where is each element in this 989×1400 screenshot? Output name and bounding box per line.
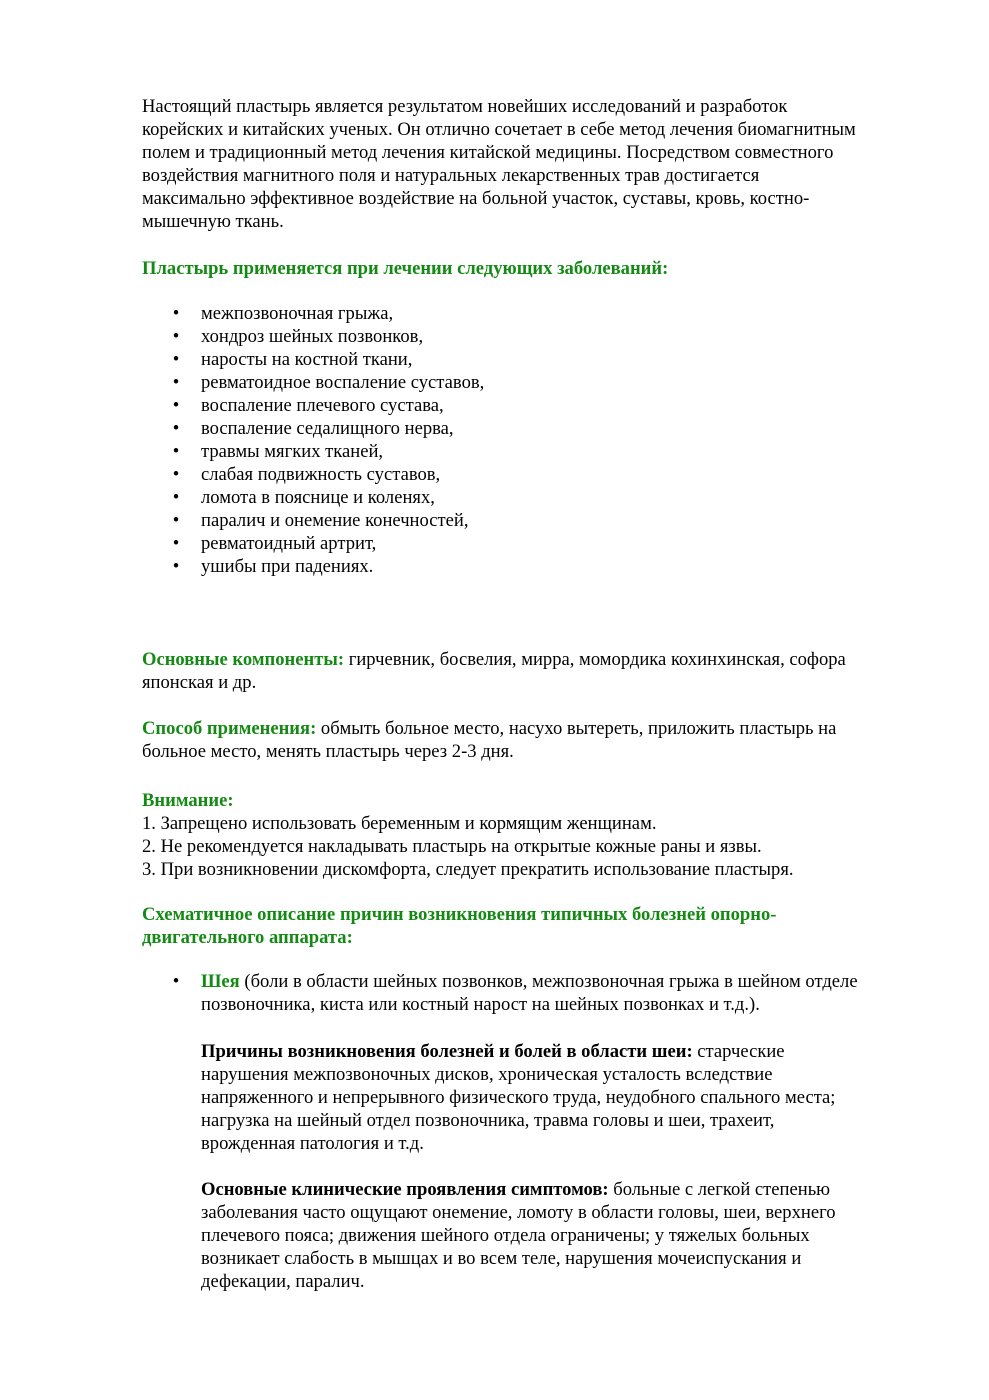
causes-line: напряженного и непрерывного физического труда, неудобного спального места; xyxy=(201,1087,836,1108)
warning-item: 2. Не рекомендуется накладывать пластырь на открытые кожные раны и язвы. xyxy=(142,836,762,857)
list-item xyxy=(142,325,902,348)
indications-list xyxy=(142,302,902,578)
bullet-icon: • xyxy=(172,464,180,485)
schema-heading-line: Схематичное описание причин возникновения типичных болезней опорно- xyxy=(142,904,777,925)
symptoms-line: дефекации, паралич. xyxy=(201,1271,365,1292)
list-item-text: воспаление седалищного нерва, xyxy=(201,418,454,439)
list-item-text: паралич и онемение конечностей, xyxy=(201,510,469,531)
schema-heading-line: двигательного аппарата: xyxy=(142,927,353,948)
bullet-icon: • xyxy=(172,349,180,370)
intro-paragraph xyxy=(142,95,932,233)
causes-line xyxy=(201,1040,901,1063)
list-item-text: ревматоидный артрит, xyxy=(201,533,377,554)
warning-heading: Внимание: xyxy=(142,790,234,811)
list-item xyxy=(142,440,902,463)
bullet-icon: • xyxy=(172,441,180,462)
components-text: гирчевник, босвелия, мирра, момордика кохинхинская, софора xyxy=(344,649,846,670)
causes-label: Причины возникновения болезней и болей в области шеи: xyxy=(201,1041,693,1062)
list-item-text: хондроз шейных позвонков, xyxy=(201,326,424,347)
list-item xyxy=(142,371,902,394)
indications-heading: Пластырь применяется при лечении следующих заболеваний: xyxy=(142,258,669,279)
bullet-icon: • xyxy=(172,326,180,347)
list-item-text: межпозвоночная грыжа, xyxy=(201,303,394,324)
intro-line: Настоящий пластырь является результатом новейших исследований и разработок xyxy=(142,96,788,117)
list-item xyxy=(142,486,902,509)
warning-list xyxy=(142,812,794,881)
list-item xyxy=(142,417,902,440)
bullet-icon: • xyxy=(172,303,180,324)
bullet-icon: • xyxy=(172,395,180,416)
symptoms-label: Основные клинические проявления симптомов: xyxy=(201,1179,609,1200)
list-item xyxy=(142,532,902,555)
bullet-icon: • xyxy=(172,510,180,531)
neck-section xyxy=(142,970,932,1016)
schema-heading xyxy=(142,903,932,949)
symptoms-text: больные с легкой степенью xyxy=(608,1179,831,1200)
list-item-text: ревматоидное воспаление суставов, xyxy=(201,372,485,393)
causes-text: старческие xyxy=(692,1041,785,1062)
list-item-text: воспаление плечевого сустава, xyxy=(201,395,444,416)
list-item-text: ломота в пояснице и коленях, xyxy=(201,487,435,508)
list-item xyxy=(142,302,902,325)
neck-title: Шея xyxy=(201,971,240,992)
usage-text: обмыть больное место, насухо вытереть, приложить пластырь на xyxy=(316,718,837,739)
list-item xyxy=(142,463,902,486)
intro-line: воздействия магнитного поля и натуральных лекарственных трав достигается xyxy=(142,165,760,186)
causes-line: врожденная патология и т.д. xyxy=(201,1133,424,1154)
bullet-icon: • xyxy=(172,418,180,439)
usage-line: больное место, менять пластырь через 2-3 дня. xyxy=(142,741,514,762)
bullet-icon: • xyxy=(172,556,180,577)
usage-label: Способ применения: xyxy=(142,718,317,739)
list-item-text: ушибы при падениях. xyxy=(201,556,374,577)
neck-symptoms xyxy=(201,1178,901,1293)
causes-line: нарушения межпозвоночных дисков, хроническая усталость вследствие xyxy=(201,1064,773,1085)
intro-line: корейских и китайских ученых. Он отлично сочетает в себе метод лечения биомагнитным xyxy=(142,119,856,140)
neck-desc: (боли в области шейных позвонков, межпозвоночная грыжа в шейном отделе xyxy=(239,971,858,992)
neck-causes xyxy=(201,1040,901,1155)
intro-line: полем и традиционный метод лечения китайской медицины. Посредством совместного xyxy=(142,142,834,163)
symptoms-line: плечевого пояса; движения шейного отдела ограничены; у тяжелых больных xyxy=(201,1225,810,1246)
intro-line: мышечную ткань. xyxy=(142,211,284,232)
warning-item: 1. Запрещено использовать беременным и кормящим женщинам. xyxy=(142,813,657,834)
usage-line xyxy=(142,717,932,740)
components-line xyxy=(142,648,932,671)
symptoms-line xyxy=(201,1178,901,1201)
neck-line xyxy=(201,970,932,993)
bullet-icon: • xyxy=(172,487,180,508)
list-item xyxy=(142,394,902,417)
components-paragraph xyxy=(142,648,932,694)
warning-item: 3. При возникновении дискомфорта, следует прекратить использование пластыря. xyxy=(142,859,794,880)
usage-paragraph xyxy=(142,717,932,763)
bullet-icon: • xyxy=(172,533,180,554)
neck-item xyxy=(142,970,932,1016)
neck-line: позвоночника, киста или костный нарост на шейных позвонках и т.д.). xyxy=(201,994,760,1015)
list-item-text: наросты на костной ткани, xyxy=(201,349,413,370)
list-item xyxy=(142,348,902,371)
bullet-icon: • xyxy=(172,372,180,393)
components-line: японская и др. xyxy=(142,672,257,693)
symptoms-line: возникает слабость в мышцах и во всем теле, нарушения мочеиспускания и xyxy=(201,1248,802,1269)
causes-line: нагрузка на шейный отдел позвоночника, травма головы и шеи, трахеит, xyxy=(201,1110,775,1131)
list-item xyxy=(142,555,902,578)
components-label: Основные компоненты: xyxy=(142,649,345,670)
list-item-text: слабая подвижность суставов, xyxy=(201,464,441,485)
intro-line: максимально эффективное воздействие на больной участок, суставы, кровь, костно- xyxy=(142,188,810,209)
bullet-icon: • xyxy=(172,971,180,992)
list-item xyxy=(142,509,902,532)
symptoms-line: заболевания часто ощущают онемение, ломоту в области головы, шеи, верхнего xyxy=(201,1202,836,1223)
list-item-text: травмы мягких тканей, xyxy=(201,441,384,462)
